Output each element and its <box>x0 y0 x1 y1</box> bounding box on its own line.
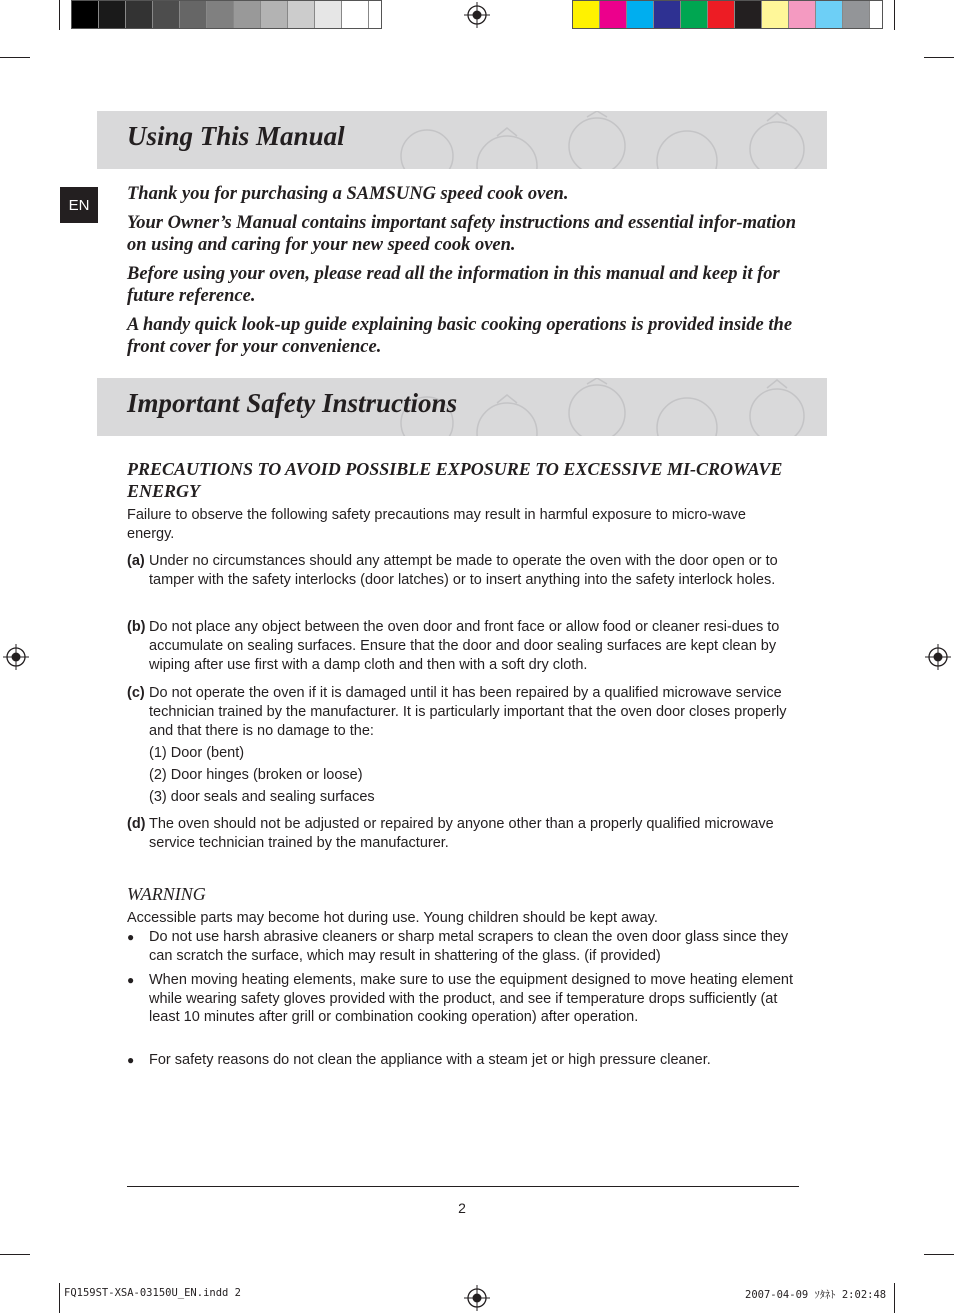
item-text-group <box>149 684 803 807</box>
color-swatch <box>153 1 180 28</box>
color-swatch <box>234 1 261 28</box>
crop-mark <box>0 57 30 58</box>
item-label: (b) <box>127 619 146 635</box>
item-text: The oven should not be adjusted or repaired by anyone other than a properly qualified microwave service technician trained by the manufacturer. <box>149 816 774 851</box>
crop-mark <box>894 0 895 30</box>
item-label: (d) <box>127 816 146 832</box>
bullet-icon: ● <box>127 1053 135 1067</box>
item-text: Under no circumstances should any attempt be made to operate the oven with the door open or to tamper with the safety interlocks (door latches) or to insert anything into the safety interlock holes. <box>149 553 778 588</box>
registration-mark-icon <box>462 0 492 30</box>
crop-mark <box>0 1254 30 1255</box>
color-swatch <box>207 1 234 28</box>
precaution-item <box>127 684 803 807</box>
color-swatch <box>600 1 627 28</box>
warning-bullet <box>127 1051 803 1070</box>
color-swatch <box>816 1 843 28</box>
bullet-icon: ● <box>127 973 135 987</box>
registration-mark-icon <box>462 1283 492 1313</box>
bullet-text: Do not use harsh abrasive cleaners or sharp metal scrapers to clean the oven door glass since they can scratch the surface, which may result in shattering of the glass. (if provided) <box>149 929 789 964</box>
color-swatch <box>72 1 99 28</box>
warning-intro: Accessible parts may become hot during use. Young children should be kept away. <box>127 910 658 926</box>
item-subpoint: (2) Door hinges (broken or loose) <box>149 767 363 783</box>
intro-text <box>127 183 799 365</box>
precautions-intro: Failure to observe the following safety precautions may result in harmful exposure to micro-wave energy. <box>127 507 746 542</box>
tomato-illustration-icon <box>357 111 827 169</box>
color-swatch <box>654 1 681 28</box>
intro-paragraph: Thank you for purchasing a SAMSUNG speed cook oven. <box>127 184 569 204</box>
registration-mark-icon <box>1 642 31 672</box>
item-text: Do not place any object between the oven door and front face or allow food or cleaner resi-dues to accumulate on sealing surfaces. Ensure that the door and door sealing surfaces are kept clean by wiping after use first with a damp cloth and then with a soft dry cloth. <box>149 619 780 673</box>
color-swatch <box>843 1 870 28</box>
color-swatch <box>681 1 708 28</box>
item-subpoint: (1) Door (bent) <box>149 745 245 761</box>
warning-bullet <box>127 928 803 965</box>
item-subpoint: (3) door seals and sealing surfaces <box>149 789 375 805</box>
crop-mark <box>59 1283 60 1313</box>
color-swatch <box>180 1 207 28</box>
color-swatch <box>735 1 762 28</box>
color-swatch <box>573 1 600 28</box>
crop-mark <box>924 57 954 58</box>
grayscale-color-bar <box>71 0 382 29</box>
footer-rule <box>127 1186 799 1187</box>
bullet-text: When moving heating elements, make sure to use the equipment designed to move heating element while wearing safety gloves provided with the product, and see if temperature drops sufficiently (at least 10 minutes after grill or combination cooking operation) after operation. <box>149 972 794 1025</box>
section-banner-safety <box>97 378 827 436</box>
precaution-item <box>127 618 803 675</box>
crop-mark <box>924 1254 954 1255</box>
bullet-icon: ● <box>127 930 135 944</box>
precautions-heading: PRECAUTIONS TO AVOID POSSIBLE EXPOSURE TO EXCESSIVE MI-CROWAVE ENERGY <box>127 459 783 501</box>
color-swatch <box>342 1 369 28</box>
crop-mark <box>894 1283 895 1313</box>
crop-mark <box>59 0 60 30</box>
color-swatch <box>126 1 153 28</box>
file-slug: FQ159ST-XSA-03150U_EN.indd 2 <box>64 1287 242 1299</box>
intro-paragraph: A handy quick look-up guide explaining basic cooking operations is provided inside the front cover for your convenience. <box>127 314 793 357</box>
color-swatch <box>708 1 735 28</box>
color-swatch <box>261 1 288 28</box>
process-color-bar <box>572 0 883 29</box>
color-swatch <box>789 1 816 28</box>
color-swatch <box>99 1 126 28</box>
section-banner-using-manual <box>97 111 827 169</box>
color-swatch <box>288 1 315 28</box>
precaution-item <box>127 552 803 590</box>
bullet-text: For safety reasons do not clean the appliance with a steam jet or high pressure cleaner. <box>149 1052 711 1068</box>
item-label: (c) <box>127 685 145 701</box>
warning-bullet <box>127 971 803 1027</box>
page-number: 2 <box>458 1200 466 1216</box>
precaution-item <box>127 815 803 853</box>
color-swatch <box>315 1 342 28</box>
intro-paragraph: Your Owner’s Manual contains important safety instructions and essential infor-mation on using and caring for your new speed cook oven. <box>127 212 797 255</box>
warning-title: WARNING <box>127 884 206 904</box>
intro-paragraph: Before using your oven, please read all the information in this manual and keep it for future reference. <box>127 263 780 306</box>
registration-mark-icon <box>923 642 953 672</box>
language-tab: EN <box>60 187 98 223</box>
section-title: Important Safety Instructions <box>127 388 458 418</box>
color-swatch <box>627 1 654 28</box>
date-slug: 2007-04-09 ｿﾀﾈﾄ 2:02:48 <box>745 1289 887 1301</box>
color-swatch <box>762 1 789 28</box>
section-title: Using This Manual <box>127 121 345 151</box>
item-label: (a) <box>127 553 145 569</box>
item-text: Do not operate the oven if it is damaged until it has been repaired by a qualified microwave service technician trained by the manufacturer. It is particularly important that the oven door closes properly and that there is no damage to the: <box>149 685 787 739</box>
